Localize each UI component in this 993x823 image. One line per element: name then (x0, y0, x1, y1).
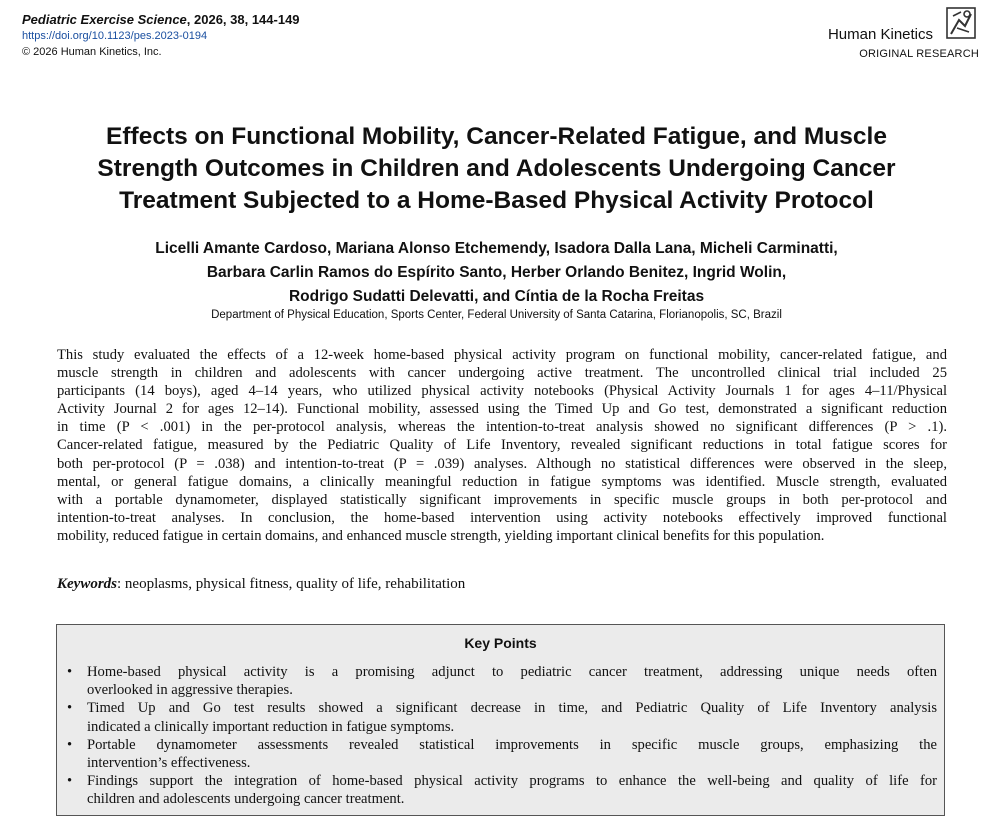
keywords (57, 576, 465, 593)
abstract-line: intention-to-treat analyses. In conclusion, the home-based intervention using activity notebooks effectively improved functional (57, 509, 947, 526)
key-point-item (65, 663, 937, 699)
publisher-name: Human Kinetics (827, 26, 933, 43)
key-point-line: intervention’s effectiveness. (87, 755, 251, 772)
abstract-line: Cancer-related fatigue, measured by the Pediatric Quality of Life Inventory, revealed significant reductions in total fatigue scores for (57, 437, 947, 454)
key-point-line: Findings support the integration of home-based physical activity programs to enhance the well-being and quality of life for (87, 773, 937, 790)
title-line: Strength Outcomes in Children and Adolescents Undergoing Cancer (97, 155, 896, 182)
key-point-line: indicated a clinically important reduction in fatigue symptoms. (87, 718, 455, 735)
bullet-icon: • (67, 664, 73, 680)
article-type: ORIGINAL RESEARCH (859, 48, 979, 60)
bullet-icon: • (67, 700, 73, 717)
abstract-line: both per-protocol (P = .038) and intention-to-treat (P = .039) analyses. Although no statistical differences were observed in the sleep, (57, 455, 947, 472)
abstract-line: Activity Journal 2 for ages 12–14). Functional mobility, assessed using the Timed Up and Go test, demonstrated a significant reduction (57, 401, 947, 418)
journal-citation (22, 12, 300, 28)
keywords-text: : neoplasms, physical fitness, quality of life, rehabilitation (117, 576, 466, 592)
bullet-icon: • (67, 736, 73, 753)
key-points-title: Key Points (464, 635, 537, 651)
keywords-label: Keywords (57, 576, 117, 592)
author-list (20, 237, 973, 309)
abstract-line: mental, or general fatigue domains, a clinically meaningful reduction in fatigue symptoms was identified. Muscle strength, evaluated (57, 473, 947, 490)
key-point-line: Timed Up and Go test results showed a significant decrease in time, and Pediatric Quality of Life Inventory analysis (87, 700, 937, 717)
key-point-line: children and adolescents undergoing cancer treatment. (87, 791, 405, 808)
key-points-list (65, 663, 937, 809)
title-line: Treatment Subjected to a Home-Based Physical Activity Protocol (119, 187, 874, 214)
abstract-line: muscle strength in children and adolescents with cancer undergoing active treatment. The uncontrolled clinical trial included 25 (57, 365, 947, 382)
copyright-notice: © 2026 Human Kinetics, Inc. (22, 46, 162, 58)
abstract-line: This study evaluated the effects of a 12-week home-based physical activity program on functional mobility, cancer-related fatigue, and (57, 347, 947, 363)
abstract-line: with a portable dynamometer, displayed statistically significant improvements in specific muscle groups in both per-protocol and (57, 491, 947, 508)
affiliation: Department of Physical Education, Sports Center, Federal University of Santa Catarina, Florianopolis, SC, Brazil (211, 309, 782, 321)
title-line: Effects on Functional Mobility, Cancer-Related Fatigue, and Muscle (106, 123, 887, 150)
journal-header (22, 12, 300, 60)
abstract-line: mobility, reduced fatigue in certain domains, and enhanced muscle strength, yielding important clinical benefits for this population. (57, 527, 825, 544)
key-point-line: Home-based physical activity is a promising adjunct to pediatric cancer treatment, addressing unique needs often (87, 664, 937, 680)
author-line: Rodrigo Sudatti Delevatti, and Cíntia de la Rocha Freitas (288, 288, 705, 305)
journal-name: Pediatric Exercise Science (22, 12, 187, 27)
key-point-item (65, 772, 937, 808)
human-kinetics-logo-icon (945, 6, 979, 42)
publisher-block (779, 6, 979, 66)
key-points-box (56, 624, 945, 816)
author-line: Licelli Amante Cardoso, Mariana Alonso Etchemendy, Isadora Dalla Lana, Micheli Carminatti, (155, 240, 838, 257)
article-title (20, 121, 973, 217)
author-line: Barbara Carlin Ramos do Espírito Santo, Herber Orlando Benitez, Ingrid Wolin, (206, 264, 787, 281)
key-point-item (65, 699, 937, 735)
key-point-line: Portable dynamometer assessments revealed statistical improvements in specific muscle groups, emphasizing the (87, 736, 937, 753)
journal-volume-pages: , 2026, 38, 144-149 (186, 12, 300, 27)
key-point-line: overlooked in aggressive therapies. (87, 682, 293, 699)
bullet-icon: • (67, 773, 73, 790)
abstract (57, 346, 947, 545)
doi-link[interactable]: https://doi.org/10.1123/pes.2023-0194 (22, 30, 208, 42)
abstract-line: participants (14 boys), aged 4–14 years, who utilized physical activity notebooks (Physical Activity Journals 1 for ages 4–11/Physical (57, 383, 947, 400)
key-point-item (65, 736, 937, 772)
abstract-line: in time (P < .001) in the per-protocol analysis, whereas the intention-to-treat analysis showed no significant differences (P > .1). (57, 419, 947, 436)
